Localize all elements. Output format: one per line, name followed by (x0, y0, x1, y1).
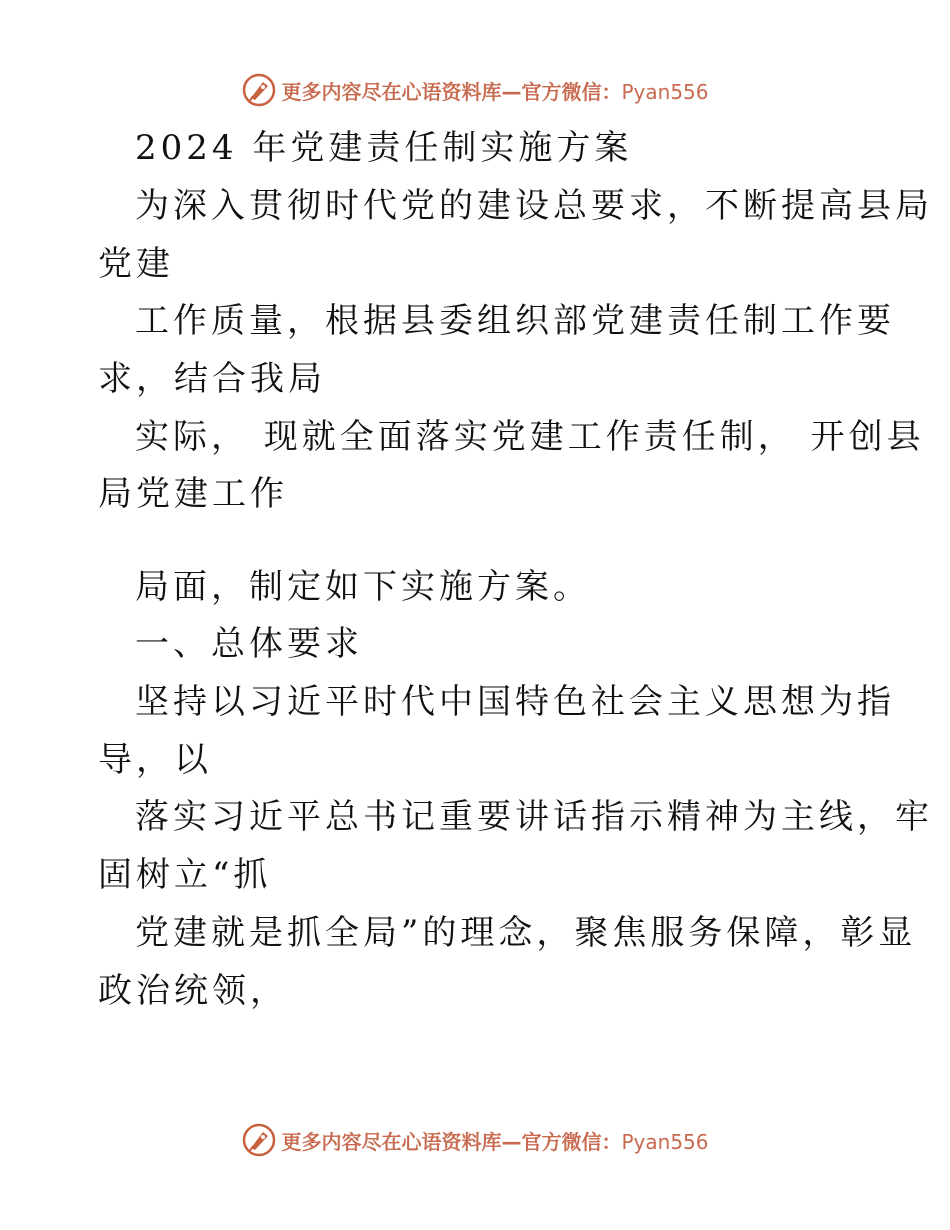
pen-nib-icon (241, 1122, 277, 1158)
paragraph-line: 局党建工作 (98, 474, 288, 514)
wechat-id: Pyan556 (621, 1129, 709, 1154)
watermark-text: 更多内容尽在心语资料库—官方微信：Pyan556 (281, 1129, 709, 1154)
section-heading: 一、总体要求 (135, 624, 363, 664)
footer-watermark (0, 1120, 950, 1160)
wechat-id: Pyan556 (621, 79, 709, 104)
paragraph-line: 为深入贯彻时代党的建设总要求，不断提高县局 (135, 186, 933, 226)
paragraph-line: 实际， 现就全面落实党建工作责任制， 开创县 (135, 417, 925, 457)
paragraph-line: 局面，制定如下实施方案。 (135, 567, 591, 607)
header-watermark (0, 70, 950, 110)
paragraph-line: 党建就是抓全局”的理念，聚焦服务保障，彰显 (135, 913, 917, 953)
watermark-text: 更多内容尽在心语资料库—官方微信：Pyan556 (281, 79, 709, 104)
paragraph-line: 落实习近平总书记重要讲话指示精神为主线，牢 (135, 797, 933, 837)
paragraph-line: 固树立“抓 (98, 855, 272, 895)
paragraph-line: 政治统领， (98, 971, 288, 1011)
pen-nib-icon (241, 72, 277, 108)
paragraph-line: 求，结合我局 (98, 359, 326, 399)
document-title: 2024 年党建责任制实施方案 (135, 128, 633, 168)
paragraph-line: 导，以 (98, 740, 212, 780)
paragraph-line: 党建 (98, 244, 174, 284)
paragraph-line: 工作质量，根据县委组织部党建责任制工作要 (135, 301, 895, 341)
paragraph-line: 坚持以习近平时代中国特色社会主义思想为指 (135, 682, 895, 722)
